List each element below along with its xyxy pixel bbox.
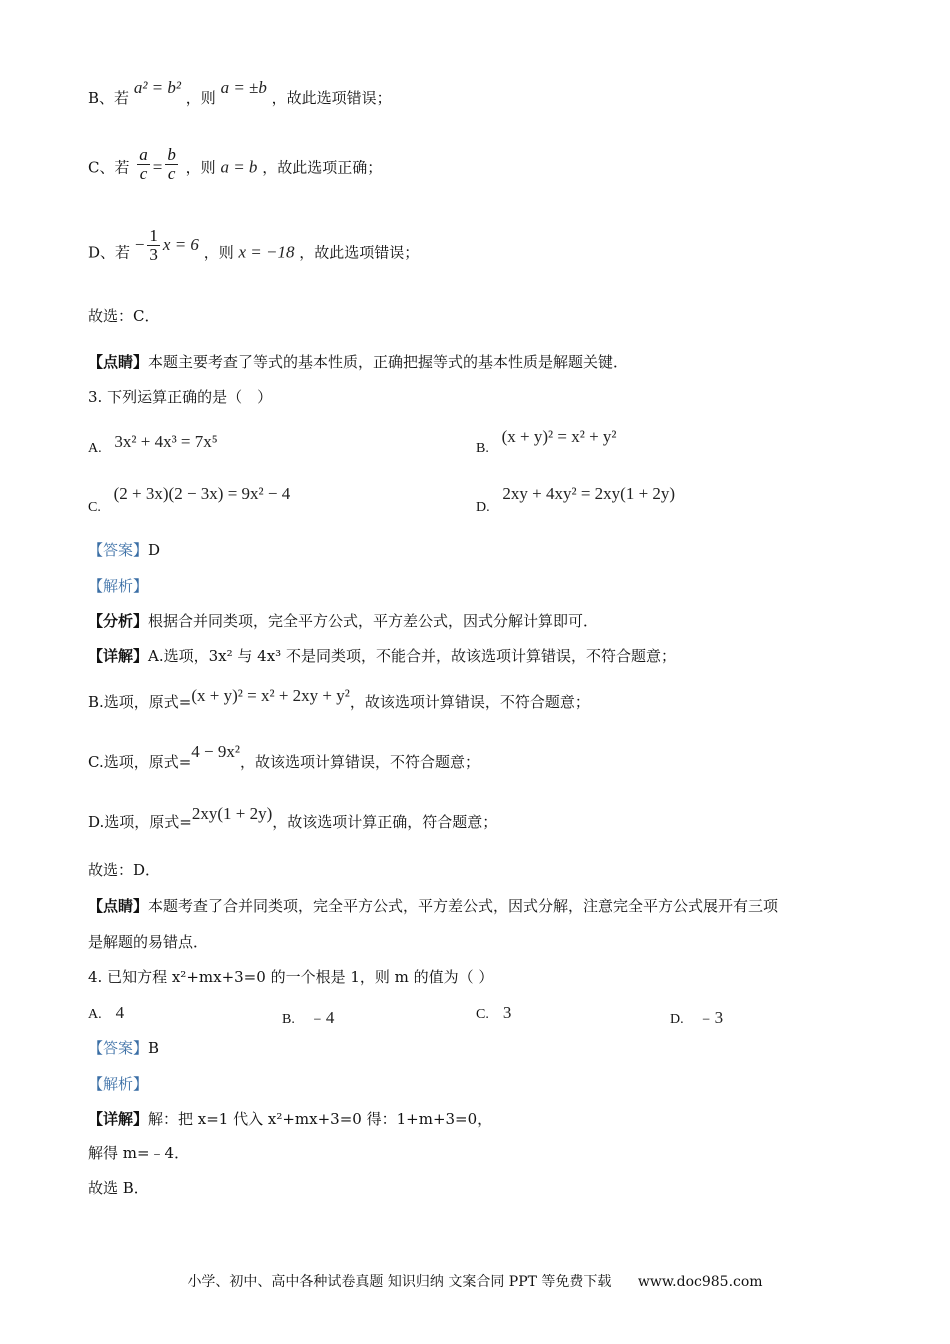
- q3-choose: 故选：D．: [88, 861, 161, 879]
- item-d-prefix: D、若: [88, 243, 131, 262]
- q3-analysis-tag: 【解析】: [88, 577, 149, 595]
- q3-detail-c: C.选项，原式=4 − 9x²，故该选项计算错误，不符合题意；: [88, 742, 480, 771]
- q4-option-a: A. 4: [88, 1003, 125, 1022]
- item-b-line: [88, 78, 392, 108]
- comment-tag: 【点睛】: [88, 353, 149, 371]
- comment-text: 本题主要考查了等式的基本性质，正确把握等式的基本性质是解题关键．: [148, 353, 629, 371]
- item-d-tail: ，故此选项错误；: [299, 243, 420, 262]
- item-c-line: C、若 $\frac{a}{c}$ = $\frac{b}{c}$ ，则 a = b ，故此选项正确；: [88, 145, 383, 183]
- item-d-line: D、若 − $\frac{1}{3}$ x = 6 ，则 x = −18 ，故此选项错误；: [88, 226, 420, 264]
- footer-site-link[interactable]: www.doc985.com: [637, 1274, 763, 1290]
- q4-choose: 故选 B．: [88, 1179, 149, 1197]
- q4-answer: 【答案】B: [88, 1039, 160, 1057]
- item-c-fraction-a: $\frac{a}{c}$: [139, 145, 148, 183]
- q4-option-c: C. 3: [476, 1003, 512, 1022]
- q3-comment-2: 是解题的易错点．: [88, 933, 209, 951]
- q4-stem: 4. 已知方程 x²+mx+3=0 的一个根是 1，则 m 的值为（ ）: [88, 968, 494, 986]
- answer-value: D: [148, 541, 161, 559]
- item-b-prefix: B、若: [88, 89, 130, 107]
- item-d-mid: ，则: [203, 243, 234, 262]
- item-b-equation: a² = b²: [133, 78, 181, 97]
- q3-stem: 3. 下列运算正确的是（ ）: [88, 388, 273, 406]
- q3-detail-a: 【详解】A.选项，3x² 与 4x³ 不是同类项，不能合并，故该选项计算错误，不符合题意；: [88, 647, 676, 665]
- item-c-tail: ，故此选项正确；: [262, 158, 383, 177]
- item-d-equation: x = 6: [162, 234, 199, 254]
- item-c-mid: ，则: [185, 158, 216, 177]
- q3-fenxi: 【分析】根据合并同类项，完全平方公式，平方差公式，因式分解计算即可．: [88, 612, 599, 630]
- item-d-result: x = −18: [238, 242, 295, 262]
- item-b-result: a = ±b: [220, 78, 267, 97]
- item-c-prefix: C、若: [88, 158, 130, 177]
- q3-detail-b: B.选项，原式=(x + y)² = x² + 2xy + y²，故该选项计算错误，不符合题意；: [88, 686, 590, 711]
- q3-comment-1: 【点睛】本题考查了合并同类项，完全平方公式，平方差公式，因式分解，注意完全平方公式展开有三项: [88, 897, 779, 915]
- q3-option-c: C. (2 + 3x)(2 − 3x) = 9x² − 4: [88, 484, 291, 515]
- answer-tag: 【答案】: [88, 541, 149, 559]
- item-c-fraction-b: $\frac{b}{c}$: [167, 145, 176, 183]
- page-footer: [0, 1271, 950, 1291]
- q3-answer: [88, 540, 160, 560]
- q3-option-b: B. (x + y)² = x² + y²: [476, 427, 617, 456]
- q3-option-a: A. 3x² + 4x³ = 7x⁵: [88, 432, 218, 456]
- q4-detail: 【详解】解：把 x=1 代入 x²+mx+3=0 得：1+m+3=0，: [88, 1110, 493, 1128]
- item-d-fraction: $\frac{1}{3}$: [149, 226, 158, 264]
- item-c-result: a = b: [220, 157, 258, 177]
- q4-solve: 解得 m=﹣4．: [88, 1144, 190, 1162]
- q4-analysis-tag: 【解析】: [88, 1075, 149, 1093]
- footer-text: 小学、初中、高中各种试卷真题 知识归纳 文案合同 PPT 等免费下载: [187, 1274, 612, 1290]
- item-b-mid: ，则: [185, 89, 216, 107]
- choose-c: 故选：C．: [88, 307, 160, 325]
- q4-option-b: B. ﹣4: [282, 1008, 335, 1027]
- q3-detail-d: D.选项，原式=2xy(1 + 2y)，故该选项计算正确，符合题意；: [88, 804, 498, 831]
- q4-option-d: D. ﹣3: [670, 1008, 724, 1027]
- item-b-tail: ，故此选项错误；: [271, 89, 392, 107]
- q3-option-d: D. 2xy + 4xy² = 2xy(1 + 2y): [476, 484, 676, 515]
- q2-comment: [88, 352, 628, 372]
